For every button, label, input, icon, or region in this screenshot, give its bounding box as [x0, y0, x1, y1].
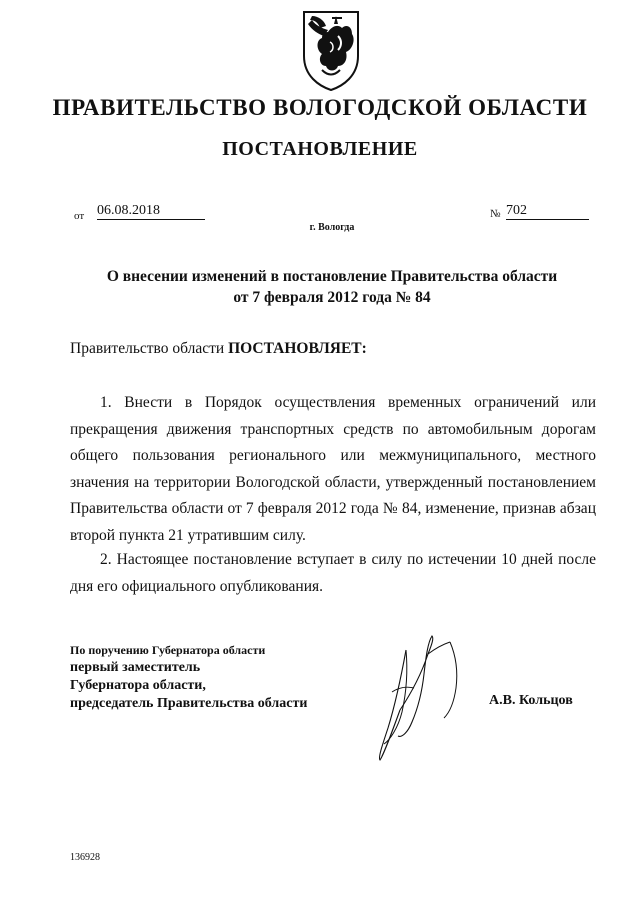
- registration-number: 136928: [70, 852, 100, 863]
- preamble: [70, 340, 367, 358]
- decree-item-1: 1. Внести в Порядок осуществления временных ограничений или прекращения движения транспортных средств по автомобильным дорогам общего пользования регионального или межмуниципального, местного значения на территории Вологодской области, утвержденный постановлением Правительства области от 7 февраля 2012 года № 84, изменение, признав абзац второй пункта 21 утратившим силу.: [70, 394, 596, 544]
- organization-title: ПРАВИТЕЛЬСТВО ВОЛОГОДСКОЙ ОБЛАСТИ: [52, 95, 588, 120]
- signatory-block: [70, 641, 307, 713]
- city-label: г. Вологда: [309, 222, 355, 233]
- signatory-name: А.В. Кольцов: [489, 693, 573, 708]
- vologda-coat-of-arms-icon: [298, 6, 364, 92]
- signatory-line-1: По поручению Губернатора области: [70, 643, 266, 657]
- signatory-line-4: председатель Правительства области: [70, 696, 308, 711]
- document-date: 06.08.2018: [97, 203, 205, 220]
- document-subject: [0, 266, 640, 308]
- decree-item-2: 2. Настоящее постановление вступает в силу по истечении 10 дней после дня его официального опубликования.: [70, 551, 596, 595]
- preamble-decree: ПОСТАНОВЛЯЕТ:: [228, 340, 367, 357]
- signatory-line-2: первый заместитель: [70, 660, 201, 675]
- preamble-prefix: Правительство области: [70, 340, 225, 357]
- document-number: 702: [506, 203, 589, 220]
- subject-line-1: О внесении изменений в постановление Правительства области: [106, 268, 558, 285]
- subject-line-2: от 7 февраля 2012 года № 84: [233, 289, 431, 306]
- number-label: №: [490, 208, 501, 220]
- date-label: от: [74, 210, 85, 222]
- signatory-line-3: Губернатора области,: [70, 678, 206, 693]
- handwritten-signature-icon: [362, 632, 466, 764]
- document-type-title: ПОСТАНОВЛЕНИЕ: [222, 138, 418, 160]
